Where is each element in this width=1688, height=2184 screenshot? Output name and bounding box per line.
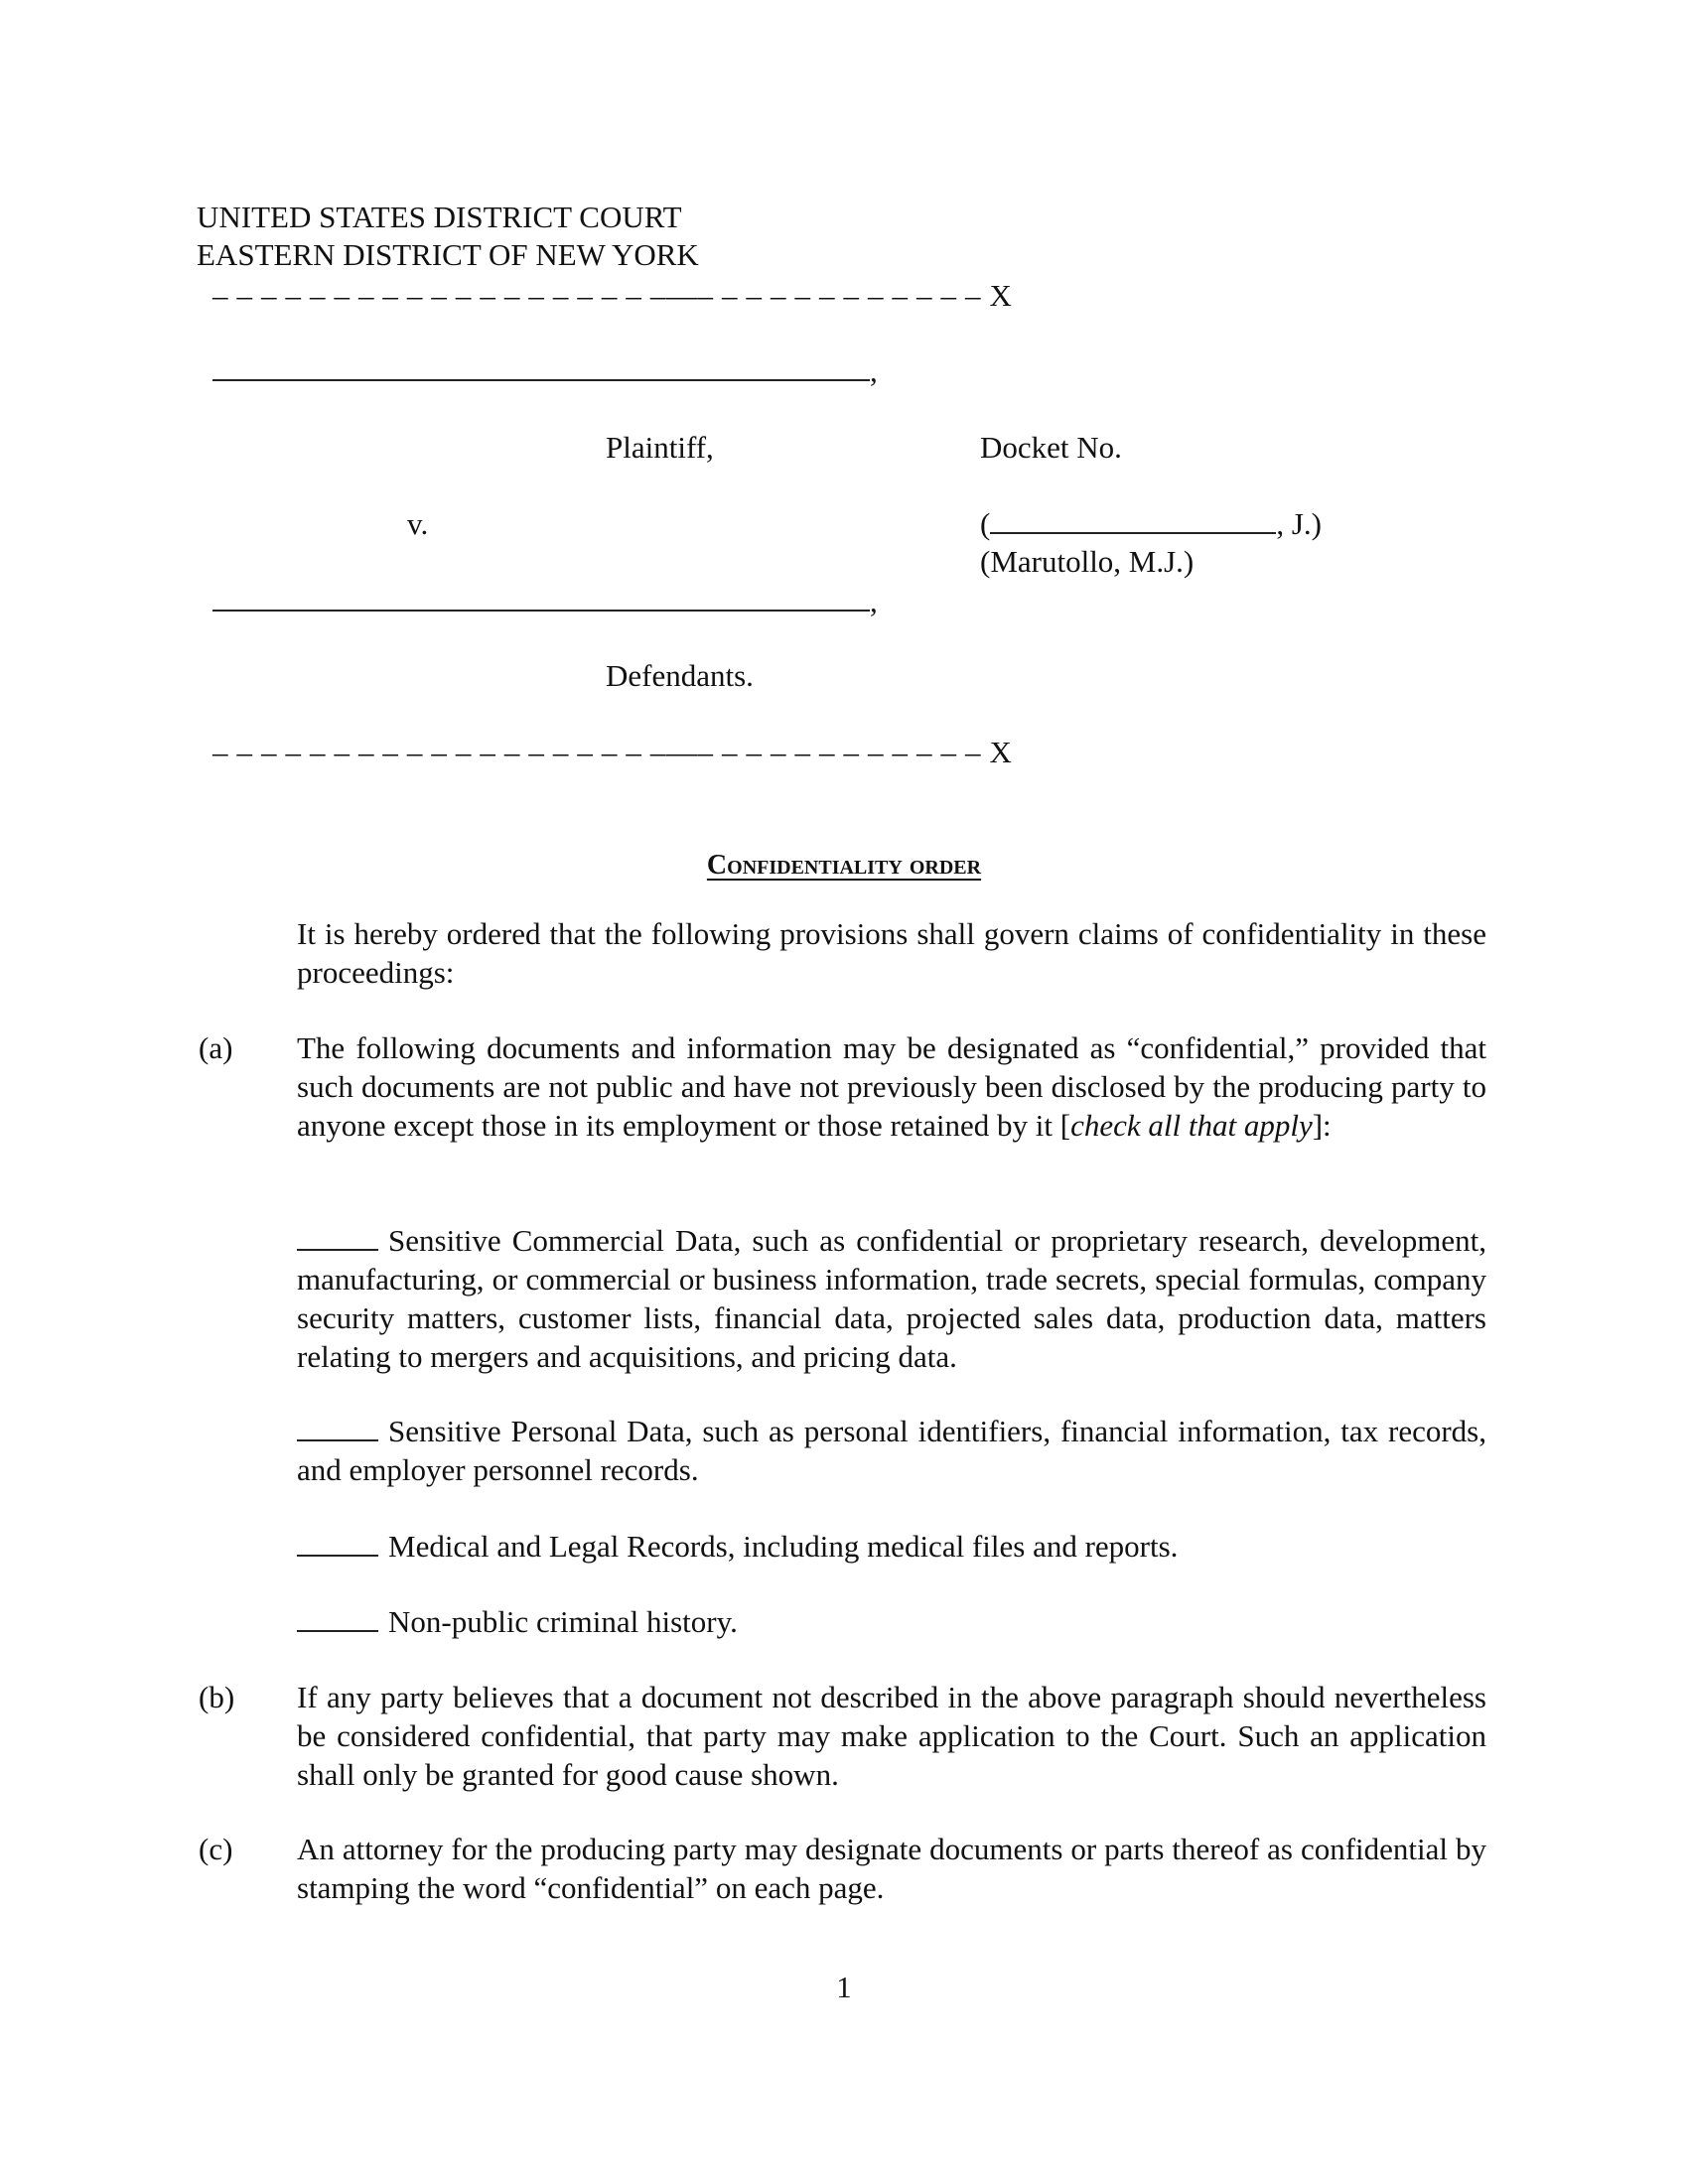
intro-paragraph: It is hereby ordered that the following provisions shall govern claims of confidentiality in these proceedings: xyxy=(297,916,1486,990)
judge-blank xyxy=(990,504,1276,534)
plaintiff-blank xyxy=(212,351,870,381)
plaintiff-name-line xyxy=(212,351,878,390)
versus-label: v. xyxy=(407,506,429,541)
page-number: 1 xyxy=(836,1970,852,2004)
paragraph-b: If any party believes that a document not described in the above paragraph should nevertheless be considered confidential, that party may make application to the Court. Such an application shall only be granted for good cause shown. xyxy=(297,1680,1486,1792)
defendant-comma: , xyxy=(870,584,878,618)
defendant-name-line xyxy=(212,582,878,620)
paragraph-c-label: (c) xyxy=(199,1832,233,1866)
paragraph-b-label: (b) xyxy=(199,1680,235,1714)
checklist-item xyxy=(297,1410,1486,1489)
checkbox-blank[interactable] xyxy=(297,1410,378,1441)
checklist-item xyxy=(297,1525,1486,1566)
judge-open-paren: ( xyxy=(980,506,991,541)
checkbox-blank[interactable] xyxy=(297,1219,378,1251)
caption-divider-bottom: – – – – – – – – – – – – – – – – – – –—– – – – – – – – – – – – X xyxy=(212,735,1013,769)
checklist-item xyxy=(297,1600,1486,1641)
plaintiff-comma: , xyxy=(870,353,878,388)
defendants-label: Defendants. xyxy=(606,658,754,693)
paragraph-a-italic: check all that apply xyxy=(1070,1108,1313,1143)
paragraph-a-end: ]: xyxy=(1312,1108,1332,1143)
checklist-item-text: Non-public criminal history. xyxy=(388,1604,738,1639)
judge-suffix: , J.) xyxy=(1276,506,1322,541)
magistrate-judge: (Marutollo, M.J.) xyxy=(980,544,1195,579)
paragraph-c: An attorney for the producing party may designate documents or parts thereof as confidential by stamping the word “confidential” on each page. xyxy=(297,1832,1486,1905)
court-name: UNITED STATES DISTRICT COURT xyxy=(197,200,682,234)
checklist-item-text: Sensitive Personal Data, such as personal identifiers, financial information, tax records, and employer personnel records. xyxy=(297,1414,1486,1487)
plaintiff-label: Plaintiff, xyxy=(606,430,714,465)
docket-label: Docket No. xyxy=(980,430,1122,465)
checklist-item-text: Sensitive Commercial Data, such as confidential or proprietary research, development, manufacturing, or commercial or business information, trade secrets, special formulas, company security matters, customer lists, financial data, projected sales data, production data, matters relating to mergers and acquisitions, and pricing data. xyxy=(297,1223,1486,1374)
judge-line xyxy=(980,504,1322,543)
caption-divider-top: – – – – – – – – – – – – – – – – – – –—– – – – – – – – – – – – X xyxy=(212,278,1013,313)
checklist-item xyxy=(297,1219,1486,1376)
paragraph-a-label: (a) xyxy=(199,1030,233,1065)
paragraph-a-text: The following documents and information may be designated as “confidential,” provided that such documents are not public and have not previously been disclosed by the producing party to anyone except those in its employment or those retained by it [ xyxy=(297,1030,1486,1143)
defendant-blank xyxy=(212,582,870,612)
checkbox-blank[interactable] xyxy=(297,1600,378,1632)
checklist-item-text: Medical and Legal Records, including medical files and reports. xyxy=(388,1529,1179,1564)
court-district: EASTERN DISTRICT OF NEW YORK xyxy=(197,237,699,272)
checkbox-blank[interactable] xyxy=(297,1525,378,1557)
paragraph-a xyxy=(297,1028,1486,1145)
document-title: Confidentiality order xyxy=(706,850,982,881)
